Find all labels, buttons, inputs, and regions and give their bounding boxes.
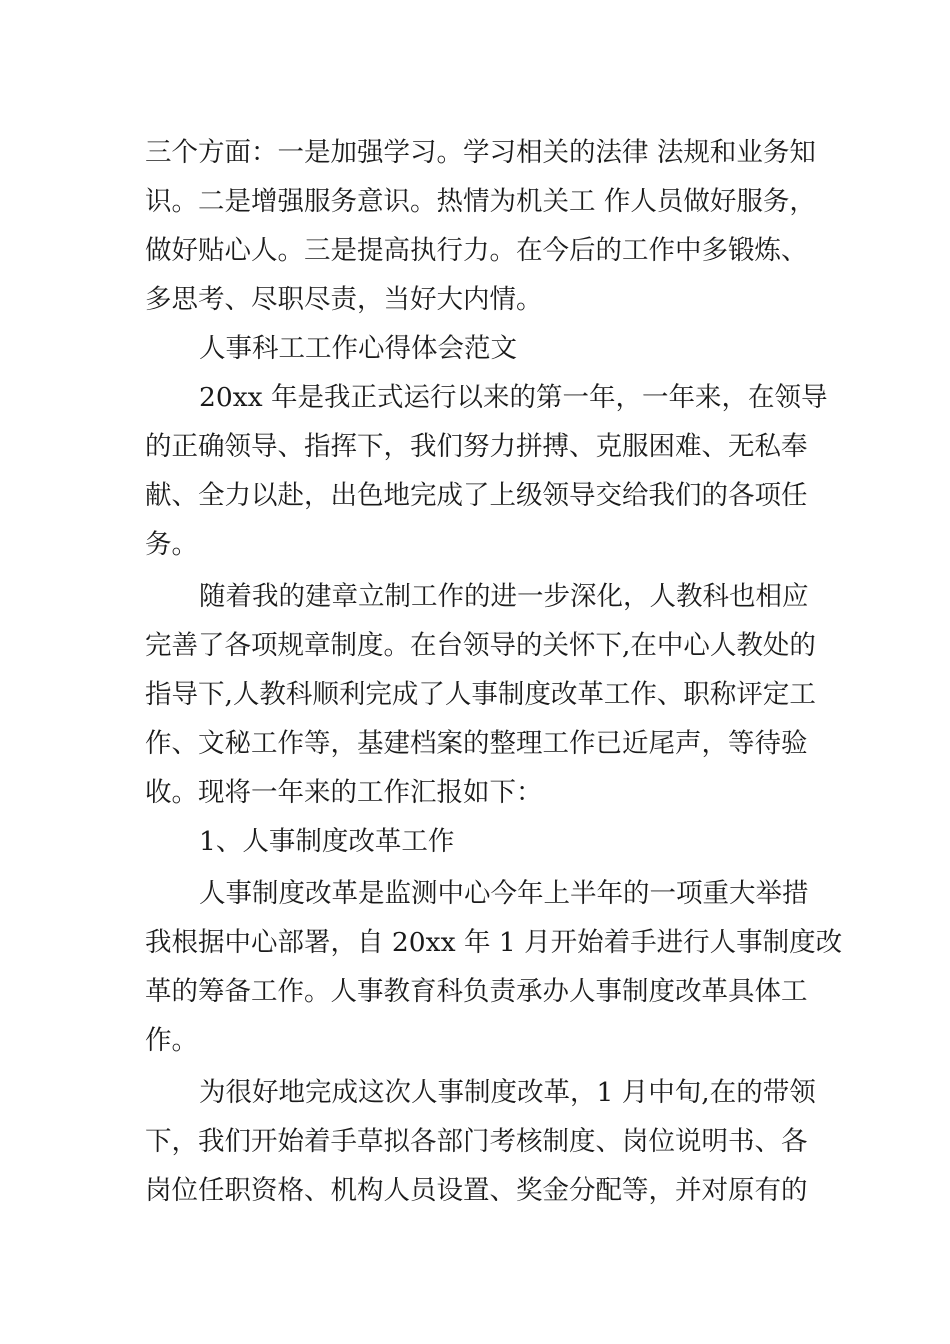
text-line: 下，我们开始着手草拟各部门考核制度、岗位说明书、各 [145, 1126, 808, 1157]
text-line: 作、文秘工作等，基建档案的整理工作已近尾声，等待验 [145, 728, 808, 759]
text-line: 随着我的建章立制工作的进一步深化，人教科也相应 [199, 581, 809, 612]
text-line: 三个方面：一是加强学习。学习相关的法律 法规和业务知 [145, 137, 816, 168]
paragraph-1 [145, 128, 816, 324]
paragraph-4 [145, 869, 843, 1065]
text-line: 多思考、尽职尽责，当好大内情。 [145, 284, 543, 315]
text-line: 收。现将一年来的工作汇报如下： [145, 777, 543, 808]
text-line: 做好贴心人。三是提高执行力。在今后的工作中多锻炼、 [145, 235, 808, 266]
heading-line: 1、人事制度改革工作 [199, 826, 455, 857]
text-line: 岗位任职资格、机构人员设置、奖金分配等，并对原有的 [145, 1175, 808, 1206]
text-line: 完善了各项规章制度。在台领导的关怀下,在中心人教处的 [145, 630, 816, 661]
text-line: 指导下,人教科顺利完成了人事制度改革工作、职称评定工 [145, 679, 816, 710]
subsection-heading [145, 817, 810, 866]
heading-line: 人事科工工作心得体会范文 [199, 333, 517, 364]
paragraph-3 [145, 572, 816, 817]
document-body [145, 128, 843, 1215]
text-line: 20xx 年是我正式运行以来的第一年，一年来，在领导 [199, 382, 828, 413]
text-line: 献、全力以赴，出色地完成了上级领导交给我们的各项任 [145, 480, 808, 511]
text-line: 人事制度改革是监测中心今年上半年的一项重大举措 [199, 878, 809, 909]
text-line: 的正确领导、指挥下，我们努力拼搏、克服困难、无私奉 [145, 431, 808, 462]
paragraph-2 [145, 373, 828, 569]
section-heading [145, 324, 810, 373]
text-line: 为很好地完成这次人事制度改革，1 月中旬,在的带领 [199, 1077, 816, 1108]
text-line: 识。二是增强服务意识。热情为机关工 作人员做好服务， [145, 186, 816, 217]
text-line: 我根据中心部署，自 20xx 年 1 月开始着手进行人事制度改 [145, 927, 843, 958]
paragraph-5 [145, 1068, 816, 1215]
text-line: 务。 [145, 529, 198, 560]
text-line: 作。 [145, 1025, 198, 1056]
text-line: 革的筹备工作。人事教育科负责承办人事制度改革具体工 [145, 976, 808, 1007]
